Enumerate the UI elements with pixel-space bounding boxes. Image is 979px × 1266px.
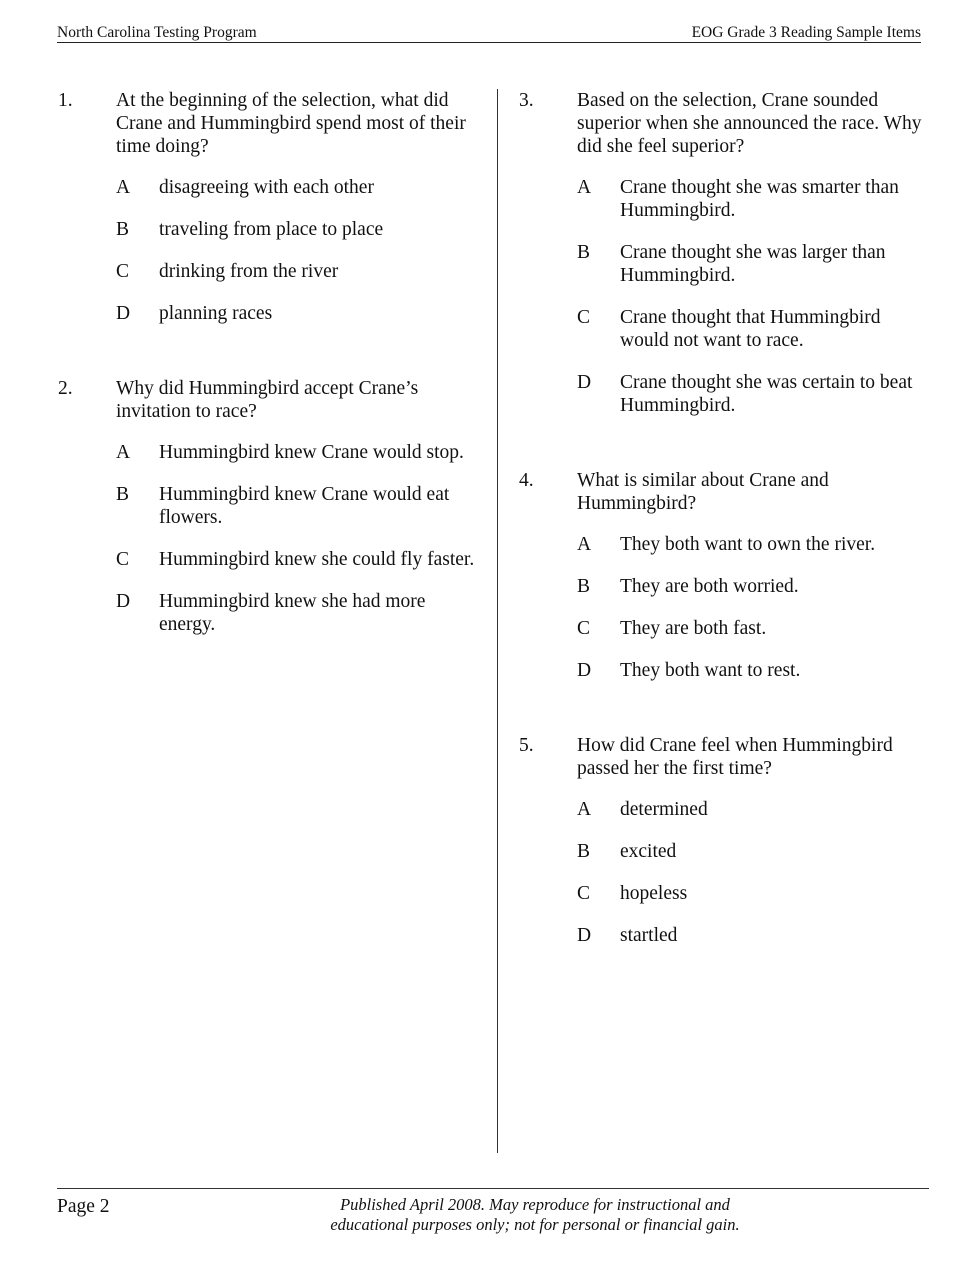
answer-option[interactable] bbox=[577, 840, 929, 863]
header-title: EOG Grade 3 Reading Sample Items bbox=[691, 24, 921, 41]
answer-option[interactable] bbox=[116, 548, 478, 571]
option-text: Crane thought that Hummingbird would not want to race. bbox=[620, 307, 881, 351]
header-program: North Carolina Testing Program bbox=[57, 24, 257, 41]
option-text: disagreeing with each other bbox=[159, 177, 374, 198]
answer-options bbox=[58, 176, 478, 325]
option-text: Hummingbird knew Crane would stop. bbox=[159, 442, 464, 463]
answer-option[interactable] bbox=[577, 176, 929, 222]
option-text: Hummingbird knew she had more energy. bbox=[159, 591, 426, 635]
answer-option[interactable] bbox=[577, 617, 929, 640]
answer-options bbox=[519, 533, 929, 682]
option-letter: D bbox=[577, 925, 592, 946]
option-text: They are both worried. bbox=[620, 576, 799, 597]
left-column bbox=[58, 89, 478, 655]
right-column bbox=[519, 89, 929, 966]
option-text: excited bbox=[620, 841, 677, 862]
option-letter: C bbox=[577, 883, 591, 904]
option-text: Hummingbird knew Crane would eat flowers. bbox=[159, 484, 450, 528]
question-stem: Based on the selection, Crane sounded superior when she announced the race. Why did she feel superior? bbox=[577, 90, 922, 157]
option-letter: B bbox=[116, 484, 130, 505]
question-1 bbox=[58, 89, 478, 325]
option-letter: C bbox=[577, 307, 591, 328]
option-letter: D bbox=[577, 372, 592, 393]
option-letter: D bbox=[116, 303, 131, 324]
question-stem: What is similar about Crane and Hummingbird? bbox=[577, 470, 829, 514]
option-letter: D bbox=[116, 591, 131, 612]
publication-note-line-2: educational purposes only; not for personal or financial gain. bbox=[330, 1215, 740, 1234]
question-number: 1. bbox=[58, 90, 73, 111]
option-text: Crane thought she was certain to beat Hummingbird. bbox=[620, 372, 913, 416]
answer-options bbox=[519, 798, 929, 947]
answer-option[interactable] bbox=[116, 218, 478, 241]
publication-note bbox=[300, 1195, 770, 1235]
question-stem: Why did Hummingbird accept Crane’s invitation to race? bbox=[116, 378, 419, 422]
option-text: They both want to rest. bbox=[620, 660, 801, 681]
option-text: drinking from the river bbox=[159, 261, 339, 282]
answer-option[interactable] bbox=[116, 260, 478, 283]
question-number: 3. bbox=[519, 90, 534, 111]
question-number: 5. bbox=[519, 735, 534, 756]
option-letter: B bbox=[577, 841, 591, 862]
answer-option[interactable] bbox=[577, 306, 929, 352]
question-2 bbox=[58, 377, 478, 636]
publication-note-line-1: Published April 2008. May reproduce for instructional and bbox=[340, 1195, 730, 1214]
option-letter: A bbox=[116, 442, 131, 463]
footer-divider bbox=[57, 1188, 929, 1189]
answer-options bbox=[58, 441, 478, 636]
question-4 bbox=[519, 469, 929, 682]
option-text: They both want to own the river. bbox=[620, 534, 876, 555]
answer-option[interactable] bbox=[116, 302, 478, 325]
option-letter: A bbox=[577, 534, 592, 555]
answer-option[interactable] bbox=[577, 371, 929, 417]
option-letter: C bbox=[116, 549, 130, 570]
question-5 bbox=[519, 734, 929, 947]
column-divider bbox=[497, 89, 498, 1153]
answer-option[interactable] bbox=[116, 590, 478, 636]
page-number: Page 2 bbox=[57, 1196, 110, 1217]
option-text: startled bbox=[620, 925, 678, 946]
answer-option[interactable] bbox=[116, 483, 478, 529]
question-number: 4. bbox=[519, 470, 534, 491]
answer-option[interactable] bbox=[577, 798, 929, 821]
option-letter: B bbox=[577, 242, 591, 263]
option-text: Crane thought she was larger than Hummingbird. bbox=[620, 242, 886, 286]
answer-option[interactable] bbox=[577, 659, 929, 682]
answer-option[interactable] bbox=[116, 176, 478, 199]
option-text: They are both fast. bbox=[620, 618, 767, 639]
option-letter: B bbox=[577, 576, 591, 597]
question-number: 2. bbox=[58, 378, 73, 399]
option-letter: A bbox=[116, 177, 131, 198]
answer-option[interactable] bbox=[577, 575, 929, 598]
answer-option[interactable] bbox=[577, 882, 929, 905]
answer-option[interactable] bbox=[577, 241, 929, 287]
answer-option[interactable] bbox=[577, 533, 929, 556]
page-header bbox=[57, 22, 921, 43]
option-text: Hummingbird knew she could fly faster. bbox=[159, 549, 475, 570]
option-letter: C bbox=[116, 261, 130, 282]
answer-options bbox=[519, 176, 929, 417]
answer-option[interactable] bbox=[116, 441, 478, 464]
option-text: planning races bbox=[159, 303, 273, 324]
question-stem: How did Crane feel when Hummingbird passed her the first time? bbox=[577, 735, 893, 779]
option-text: Crane thought she was smarter than Hummingbird. bbox=[620, 177, 899, 221]
option-text: traveling from place to place bbox=[159, 219, 384, 240]
option-letter: B bbox=[116, 219, 130, 240]
answer-option[interactable] bbox=[577, 924, 929, 947]
option-letter: A bbox=[577, 177, 592, 198]
option-letter: D bbox=[577, 660, 592, 681]
option-text: hopeless bbox=[620, 883, 688, 904]
question-stem: At the beginning of the selection, what did Crane and Hummingbird spend most of their time doing? bbox=[116, 90, 466, 157]
option-letter: C bbox=[577, 618, 591, 639]
question-3 bbox=[519, 89, 929, 417]
option-text: determined bbox=[620, 799, 708, 820]
option-letter: A bbox=[577, 799, 592, 820]
